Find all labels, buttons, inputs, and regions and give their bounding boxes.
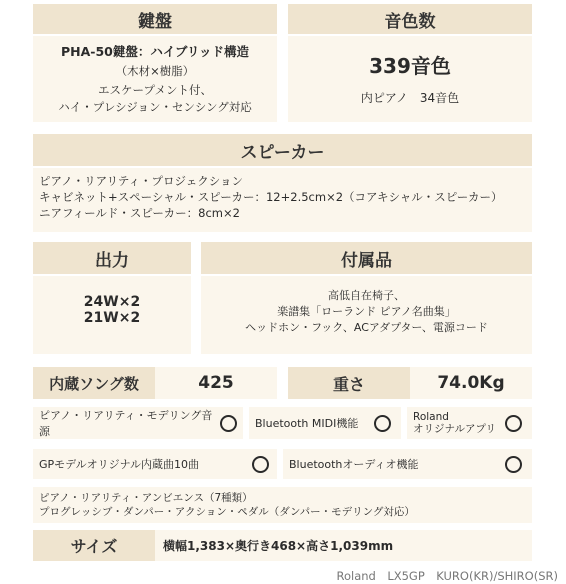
songs-value: 425 xyxy=(155,367,277,399)
keyboard-line2: （木材×樹脂） xyxy=(115,64,195,78)
footer-model: Roland LX5GP KURO(KR)/SHIRO(SR) xyxy=(336,569,558,583)
ambience-line1: ピアノ・リアリティ・アンビエンス（7種類） xyxy=(39,492,253,504)
keyboard-line3: エスケープメント付、 xyxy=(98,83,212,97)
feature-bt-midi xyxy=(249,407,401,439)
accessories-header: 付属品 xyxy=(201,242,532,274)
output-line2: 21W×2 xyxy=(83,310,141,326)
speaker-line3: ニアフィールド・スピーカー：8cm×2 xyxy=(39,206,240,220)
size-value: 横幅1,383×奥行き468×高さ1,039mm xyxy=(155,530,532,561)
feature-app-brand: Roland xyxy=(413,411,449,423)
feature-modeling-label: ピアノ・リアリティ・モデリング音源 xyxy=(39,409,213,438)
feature-bt-audio xyxy=(283,449,532,479)
circle-mark-icon xyxy=(505,456,522,473)
circle-mark-icon xyxy=(220,415,237,432)
feature-bt-audio-label: Bluetoothオーディオ機能 xyxy=(289,458,419,471)
keyboard-header: 鍵盤 xyxy=(33,4,277,34)
keyboard-body xyxy=(33,36,277,122)
speaker-header: スピーカー xyxy=(33,134,532,166)
accessories-line2: 楽譜集「ローランド ピアノ名曲集」 xyxy=(277,305,456,318)
feature-app-label xyxy=(413,411,496,435)
speaker-line2: キャビネット+スペーシャル・スピーカー：12+2.5cm×2（コアキシャル・スピーカー） xyxy=(39,190,503,204)
songs-label: 内蔵ソング数 xyxy=(33,367,155,399)
speaker-body xyxy=(33,168,532,232)
accessories-body xyxy=(201,276,532,354)
feature-gp-songs-label: GPモデルオリジナル内蔵曲10曲 xyxy=(39,458,200,471)
feature-app-text: オリジナルアプリ xyxy=(413,423,497,435)
weight-label: 重さ xyxy=(288,367,410,399)
tones-body xyxy=(288,36,532,122)
feature-app xyxy=(407,407,532,439)
circle-mark-icon xyxy=(252,456,269,473)
weight-value: 74.0Kg xyxy=(410,367,532,399)
output-body xyxy=(33,276,191,354)
circle-mark-icon xyxy=(374,415,391,432)
size-label: サイズ xyxy=(33,530,155,561)
tones-sub: 内ピアノ 34音色 xyxy=(360,91,460,105)
output-line1: 24W×2 xyxy=(83,294,141,310)
accessories-line3: ヘッドホン・フック、ACアダプター、電源コード xyxy=(245,321,488,334)
ambience-body xyxy=(33,487,532,523)
output-header: 出力 xyxy=(33,242,191,274)
keyboard-line4: ハイ・プレシジョン・センシング対応 xyxy=(58,100,252,114)
feature-gp-songs xyxy=(33,449,277,479)
accessories-line1: 高低自在椅子、 xyxy=(328,289,405,302)
feature-bt-midi-label: Bluetooth MIDI機能 xyxy=(255,417,359,430)
speaker-line1: ピアノ・リアリティ・プロジェクション xyxy=(39,174,244,188)
tones-count: 339音色 xyxy=(369,54,451,78)
feature-modeling xyxy=(33,407,243,439)
keyboard-line1: PHA-50鍵盤：ハイブリッド構造 xyxy=(60,44,249,59)
tones-header: 音色数 xyxy=(288,4,532,34)
ambience-line2: プログレッシブ・ダンパー・アクション・ペダル（ダンパー・モデリング対応） xyxy=(39,506,415,518)
circle-mark-icon xyxy=(505,415,522,432)
